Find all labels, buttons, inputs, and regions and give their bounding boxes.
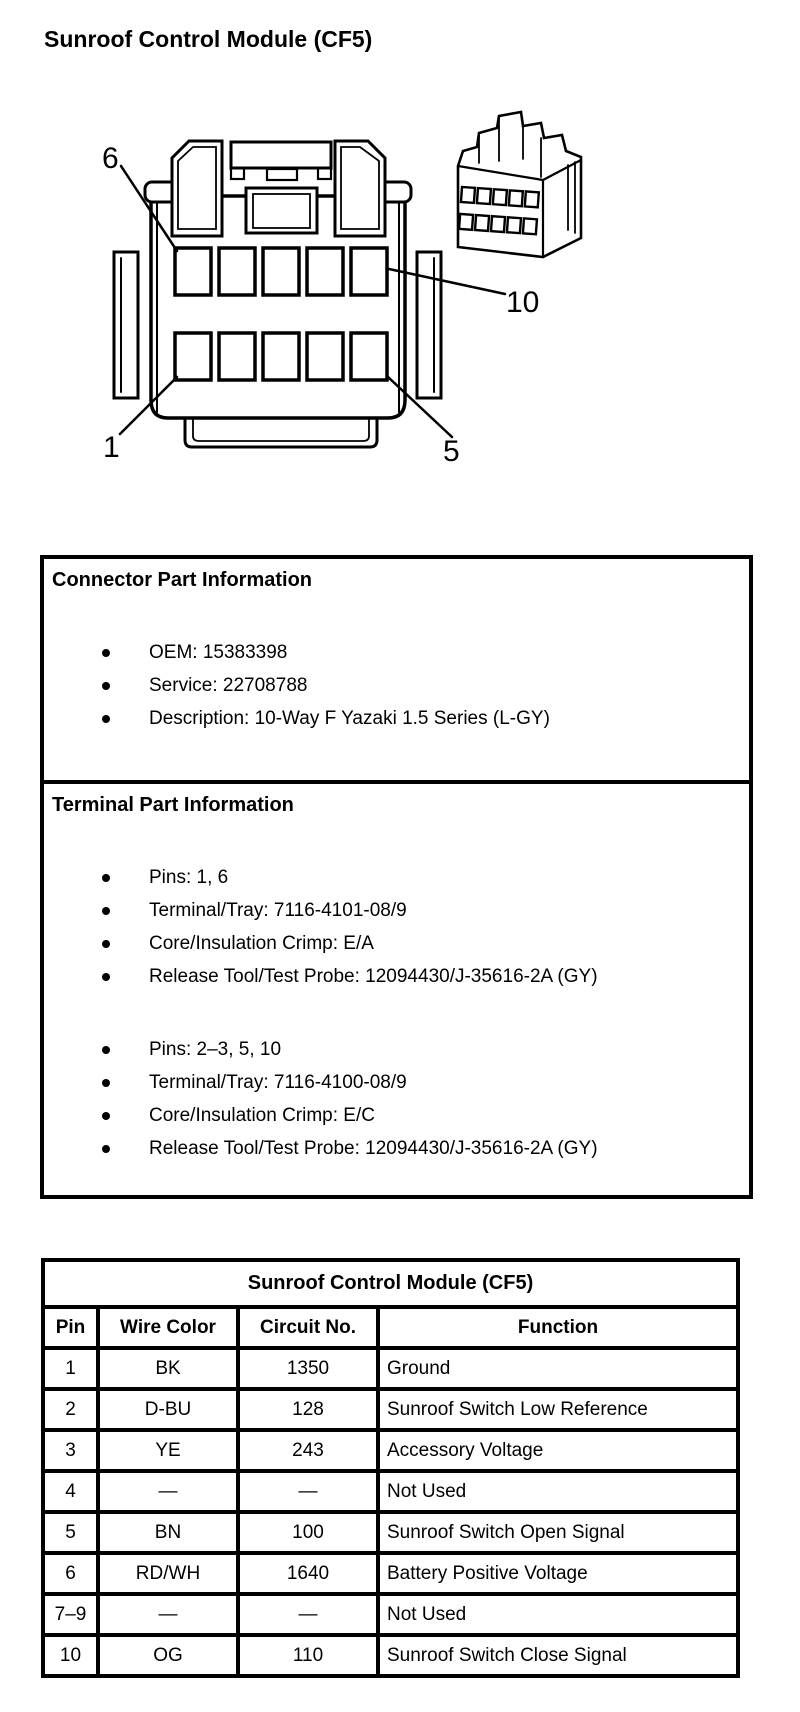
cell-function: Accessory Voltage xyxy=(378,1430,738,1471)
cell-pin: 7–9 xyxy=(43,1594,98,1635)
bullet-icon xyxy=(102,973,110,981)
pin-cavity xyxy=(263,333,299,380)
list-item-text: OEM: 15383398 xyxy=(149,642,288,663)
cell-wire-color: — xyxy=(98,1471,238,1512)
list-item xyxy=(44,702,749,735)
pin-cavity xyxy=(175,248,211,295)
connector-front-view xyxy=(114,141,441,447)
table-title-row xyxy=(43,1260,738,1307)
list-item-text: Terminal/Tray: 7116-4100-08/9 xyxy=(149,1072,407,1093)
connector-part-info-section xyxy=(44,568,749,784)
left-rail xyxy=(114,252,138,398)
right-rail xyxy=(417,252,441,398)
cell-function: Not Used xyxy=(378,1471,738,1512)
cell-pin: 5 xyxy=(43,1512,98,1553)
pin-row-top xyxy=(175,248,387,295)
center-latch-tab xyxy=(231,142,331,168)
bullet-icon xyxy=(102,1046,110,1054)
list-item-text: Service: 22708788 xyxy=(149,675,308,696)
table-header-row xyxy=(43,1307,738,1348)
list-item-text: Pins: 1, 6 xyxy=(149,867,229,888)
cell-circuit-no: 243 xyxy=(238,1430,378,1471)
pin-cavity xyxy=(175,333,211,380)
list-item xyxy=(44,1033,749,1066)
pin-function-table xyxy=(41,1258,740,1678)
bullet-icon xyxy=(102,940,110,948)
right-lock-tab xyxy=(335,141,385,236)
pin-row-bottom xyxy=(175,333,387,380)
list-item-text: Release Tool/Test Probe: 12094430/J-35616-2A (GY) xyxy=(149,966,598,987)
bullet-icon xyxy=(102,874,110,882)
perspective-body xyxy=(458,112,581,257)
column-header-function: Function xyxy=(378,1307,738,1348)
cell-circuit-no: 110 xyxy=(238,1635,378,1676)
bullet-icon xyxy=(102,1079,110,1087)
list-item-text: Release Tool/Test Probe: 12094430/J-35616-2A (GY) xyxy=(149,1138,598,1159)
cell-wire-color: BN xyxy=(98,1512,238,1553)
pin-cavity xyxy=(351,333,387,380)
table-row xyxy=(43,1471,738,1512)
table-row xyxy=(43,1389,738,1430)
column-header-wire-color: Wire Color xyxy=(98,1307,238,1348)
pin-cavity xyxy=(263,248,299,295)
list-item xyxy=(44,1132,749,1165)
table-row xyxy=(43,1553,738,1594)
bottom-foot xyxy=(185,418,377,447)
list-item-text: Core/Insulation Crimp: E/A xyxy=(149,933,374,954)
cell-circuit-no: 1350 xyxy=(238,1348,378,1389)
cell-function: Battery Positive Voltage xyxy=(378,1553,738,1594)
bullet-icon xyxy=(102,907,110,915)
table-row xyxy=(43,1594,738,1635)
list-item xyxy=(44,1099,749,1132)
cell-wire-color: OG xyxy=(98,1635,238,1676)
list-item xyxy=(44,636,749,669)
list-item xyxy=(44,861,749,894)
list-item-text: Terminal/Tray: 7116-4101-08/9 xyxy=(149,900,407,921)
pin-cavity xyxy=(307,248,343,295)
list-item xyxy=(44,669,749,702)
table-row xyxy=(43,1430,738,1471)
terminal-group-2-list xyxy=(44,1033,749,1165)
cell-wire-color: BK xyxy=(98,1348,238,1389)
cell-circuit-no: 128 xyxy=(238,1389,378,1430)
connector-part-info-list xyxy=(44,636,749,735)
part-information-box xyxy=(40,555,753,1199)
pin-label-5: 5 xyxy=(443,435,460,468)
table-row xyxy=(43,1348,738,1389)
bullet-icon xyxy=(102,682,110,690)
terminal-part-info-section xyxy=(44,793,749,1165)
cell-pin: 1 xyxy=(43,1348,98,1389)
pin-label-10: 10 xyxy=(506,286,540,319)
cell-wire-color: — xyxy=(98,1594,238,1635)
cell-function: Ground xyxy=(378,1348,738,1389)
bullet-icon xyxy=(102,1145,110,1153)
list-item-text: Core/Insulation Crimp: E/C xyxy=(149,1105,375,1126)
cell-pin: 10 xyxy=(43,1635,98,1676)
pin-label-6: 6 xyxy=(102,142,119,175)
cell-function: Sunroof Switch Low Reference xyxy=(378,1389,738,1430)
bullet-icon xyxy=(102,649,110,657)
cell-pin: 6 xyxy=(43,1553,98,1594)
cell-function: Sunroof Switch Open Signal xyxy=(378,1512,738,1553)
connector-part-info-heading: Connector Part Information xyxy=(52,569,313,591)
cell-wire-color: RD/WH xyxy=(98,1553,238,1594)
cell-pin: 2 xyxy=(43,1389,98,1430)
cell-pin: 3 xyxy=(43,1430,98,1471)
table-row xyxy=(43,1635,738,1676)
cell-pin: 4 xyxy=(43,1471,98,1512)
bullet-icon xyxy=(102,1112,110,1120)
list-item xyxy=(44,960,749,993)
list-item-text: Description: 10-Way F Yazaki 1.5 Series (L-GY) xyxy=(149,708,550,729)
cell-function: Sunroof Switch Close Signal xyxy=(378,1635,738,1676)
list-item xyxy=(44,1066,749,1099)
terminal-group-1-list xyxy=(44,861,749,993)
list-item xyxy=(44,927,749,960)
connector-perspective-view xyxy=(458,112,581,257)
table-title: Sunroof Control Module (CF5) xyxy=(43,1260,738,1307)
cell-circuit-no: — xyxy=(238,1471,378,1512)
pin-cavity xyxy=(307,333,343,380)
cell-function: Not Used xyxy=(378,1594,738,1635)
page-title: Sunroof Control Module (CF5) xyxy=(44,26,373,52)
column-header-circuit-no: Circuit No. xyxy=(238,1307,378,1348)
cell-circuit-no: — xyxy=(238,1594,378,1635)
list-item xyxy=(44,894,749,927)
left-lock-tab xyxy=(172,141,222,236)
column-header-pin: Pin xyxy=(43,1307,98,1348)
list-item-text: Pins: 2–3, 5, 10 xyxy=(149,1039,282,1060)
cell-circuit-no: 1640 xyxy=(238,1553,378,1594)
cell-circuit-no: 100 xyxy=(238,1512,378,1553)
pin-cavity xyxy=(219,248,255,295)
table-row xyxy=(43,1512,738,1553)
cell-wire-color: D-BU xyxy=(98,1389,238,1430)
pin-cavity xyxy=(219,333,255,380)
pin-label-1: 1 xyxy=(103,431,120,464)
connector-diagram xyxy=(0,85,800,470)
bullet-icon xyxy=(102,715,110,723)
cell-wire-color: YE xyxy=(98,1430,238,1471)
terminal-part-info-heading: Terminal Part Information xyxy=(52,794,294,816)
pin-cavity xyxy=(351,248,387,295)
